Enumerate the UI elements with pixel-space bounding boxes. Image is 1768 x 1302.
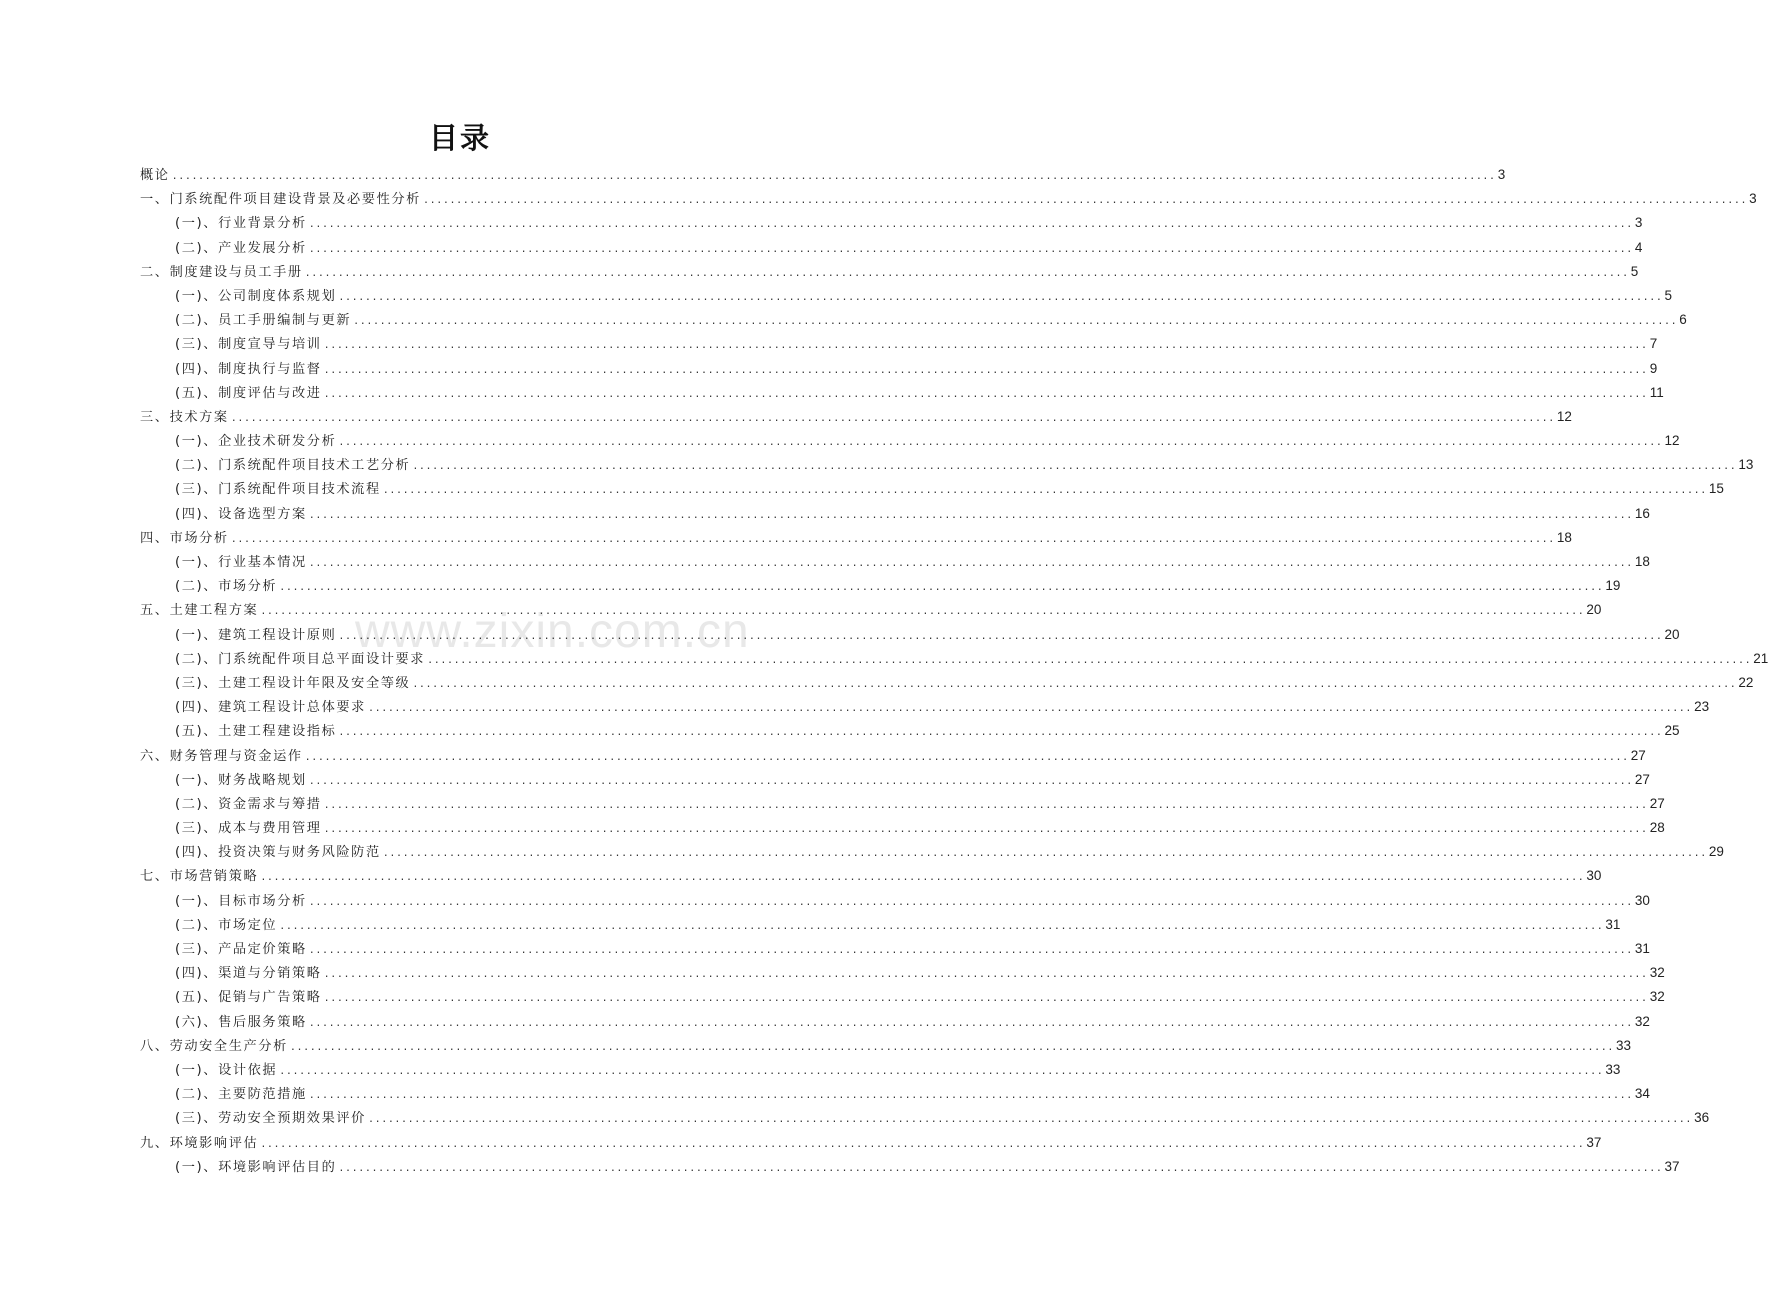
- toc-entry-label: (二)、主要防范措施: [175, 1087, 307, 1103]
- toc-dot-leader: ........................................................................................................................................................................................................: [279, 920, 1604, 932]
- toc-entry[interactable]: [140, 187, 1757, 211]
- toc-entry-page: 18: [1634, 554, 1650, 569]
- toc-entry[interactable]: [140, 574, 1621, 598]
- toc-entry[interactable]: [140, 623, 1680, 647]
- toc-entry-page: 32: [1649, 989, 1665, 1005]
- toc-entry-label: 八、劳动安全生产分析: [140, 1038, 288, 1054]
- toc-dot-leader: ........................................................................................................................................................................................................: [412, 678, 1737, 690]
- toc-dot-leader: ........................................................................................................................................................................................................: [367, 703, 1693, 715]
- toc-entry[interactable]: [140, 284, 1672, 308]
- toc-entry[interactable]: [140, 695, 1710, 719]
- toc-entry-label: 六、财务管理与资金运作: [140, 748, 303, 764]
- toc-entry-label: (三)、产品定价策略: [175, 942, 307, 957]
- toc-entry-page: 30: [1586, 868, 1602, 884]
- toc-entry-page: 3: [1749, 191, 1757, 207]
- toc-entry-page: 33: [1605, 1061, 1621, 1077]
- toc-entry-label: (一)、建筑工程设计原则: [175, 627, 337, 643]
- toc-dot-leader: ........................................................................................................................................................................................................: [353, 316, 1678, 328]
- toc-entry[interactable]: [140, 308, 1687, 332]
- toc-entry[interactable]: [140, 598, 1602, 622]
- toc-entry-page: 33: [1615, 1037, 1632, 1053]
- toc-dot-leader: ........................................................................................................................................................................................................: [338, 727, 1663, 739]
- toc-entry[interactable]: [140, 502, 1650, 526]
- toc-entry-page: 7: [1649, 336, 1658, 352]
- toc-entry-label: (五)、促销与广告策略: [175, 990, 322, 1006]
- toc-entry-label: (二)、资金需求与筹措: [175, 796, 322, 812]
- toc-entry-page: 15: [1708, 481, 1724, 497]
- toc-entry-page: 23: [1694, 699, 1710, 715]
- toc-dot-leader: ........................................................................................................................................................................................................: [308, 775, 1633, 787]
- toc-entry[interactable]: [140, 961, 1665, 985]
- toc-entry-page: 20: [1664, 626, 1680, 642]
- toc-entry-label: (五)、土建工程建设指标: [175, 724, 337, 740]
- toc-entry-page: 25: [1664, 723, 1680, 739]
- toc-entry-label: (六)、售后服务策略: [175, 1014, 307, 1030]
- toc-entry-page: 11: [1649, 384, 1664, 400]
- toc-entry-page: 27: [1634, 771, 1650, 787]
- toc-entry-page: 12: [1556, 408, 1572, 424]
- toc-entry-label: (四)、渠道与分销策略: [175, 966, 322, 982]
- toc-entry-label: (四)、设备选型方案: [175, 506, 307, 522]
- toc-entry-label: 五、土建工程方案: [140, 603, 259, 619]
- toc-entry[interactable]: [140, 357, 1658, 381]
- toc-entry-page: 4: [1634, 239, 1643, 255]
- toc-entry-label: (三)、成本与费用管理: [175, 821, 322, 837]
- toc-dot-leader: ........................................................................................................................................................................................................: [323, 824, 1648, 836]
- toc-dot-leader: ........................................................................................................................................................................................................: [289, 1041, 1614, 1053]
- toc-dot-leader: ........................................................................................................................................................................................................: [260, 1138, 1585, 1150]
- toc-entry-label: (一)、公司制度体系规划: [175, 288, 337, 304]
- toc-entry-label: (一)、行业背景分析: [175, 216, 307, 232]
- toc-entry[interactable]: [140, 1131, 1602, 1155]
- toc-dot-leader: ........................................................................................................................................................................................................: [367, 1114, 1693, 1126]
- toc-entry[interactable]: [140, 453, 1754, 477]
- toc-entry-page: 28: [1649, 820, 1665, 836]
- toc-entry-label: (二)、市场定位: [175, 917, 278, 933]
- toc-entry-label: 一、门系统配件项目建设背景及必要性分析: [140, 192, 421, 208]
- toc-dot-leader: ........................................................................................................................................................................................................: [308, 243, 1633, 255]
- toc-dot-leader: ........................................................................................................................................................................................................: [382, 485, 1707, 497]
- toc-entry[interactable]: [140, 163, 1506, 187]
- toc-entry-page: 32: [1634, 1013, 1650, 1029]
- toc-dot-leader: ........................................................................................................................................................................................................: [308, 558, 1633, 569]
- toc-entry[interactable]: [140, 719, 1680, 743]
- toc-dot-leader: ........................................................................................................................................................................................................: [323, 799, 1648, 811]
- toc-dot-leader: ........................................................................................................................................................................................................: [338, 291, 1663, 303]
- toc-entry[interactable]: [140, 647, 1768, 671]
- toc-entry-label: (四)、建筑工程设计总体要求: [175, 700, 366, 716]
- toc-entry-label: (三)、制度宣导与培训: [175, 337, 322, 353]
- toc-dot-leader: ........................................................................................................................................................................................................: [338, 630, 1663, 642]
- toc-entry-label: (二)、产业发展分析: [175, 240, 307, 256]
- toc-dot-leader: ........................................................................................................................................................................................................: [260, 606, 1585, 618]
- toc-entry-label: (一)、环境影响评估目的: [175, 1159, 337, 1175]
- toc-entry-page: 5: [1664, 287, 1672, 303]
- toc-entry[interactable]: [140, 864, 1602, 888]
- toc-entry-label: (二)、门系统配件项目总平面设计要求: [175, 651, 426, 667]
- toc-entry-label: (一)、行业基本情况: [175, 555, 307, 570]
- toc-entry[interactable]: [140, 1010, 1650, 1034]
- toc-dot-leader: ........................................................................................................................................................................................................: [412, 461, 1737, 473]
- toc-dot-leader: ........................................................................................................................................................................................................: [279, 1065, 1604, 1077]
- toc-entry[interactable]: [140, 429, 1680, 453]
- toc-entry-page: 22: [1738, 674, 1754, 690]
- toc-entry-page: 16: [1634, 505, 1650, 521]
- toc-entry-label: 七、市场营销策略: [140, 869, 259, 885]
- toc-entry-label: (二)、员工手册编制与更新: [175, 313, 352, 329]
- toc-entry-page: 12: [1664, 433, 1680, 449]
- toc-entry-label: (四)、制度执行与监督: [175, 361, 322, 377]
- toc-entry-page: 29: [1708, 844, 1724, 860]
- toc-entry-page: 27: [1630, 747, 1646, 763]
- toc-entry-page: 3: [1634, 215, 1643, 231]
- toc-entry[interactable]: [140, 1058, 1621, 1082]
- toc-entry-page: 37: [1586, 1134, 1602, 1150]
- toc-dot-leader: ........................................................................................................................................................................................................: [304, 751, 1629, 763]
- toc-entry-page: 13: [1738, 457, 1754, 473]
- toc-entry[interactable]: [140, 913, 1621, 937]
- toc-dot-leader: ........................................................................................................................................................................................................: [230, 533, 1555, 545]
- toc-dot-leader: ........................................................................................................................................................................................................: [382, 848, 1707, 860]
- toc-entry-label: (二)、市场分析: [175, 579, 278, 595]
- toc-entry-page: 21: [1753, 650, 1768, 666]
- toc-entry-label: 三、技术方案: [140, 409, 229, 425]
- toc-entry[interactable]: [140, 260, 1639, 284]
- toc-dot-leader: ........................................................................................................................................................................................................: [323, 388, 1648, 400]
- toc-entry[interactable]: [140, 1155, 1680, 1179]
- toc-dot-leader: ........................................................................................................................................................................................................: [308, 219, 1633, 231]
- toc-entry-page: 36: [1694, 1110, 1710, 1126]
- page-title: 目录: [428, 121, 491, 155]
- toc-dot-leader: ........................................................................................................................................................................................................: [323, 969, 1648, 981]
- toc-dot-leader: ........................................................................................................................................................................................................: [308, 509, 1633, 521]
- toc-entry-label: 九、环境影响评估: [140, 1135, 259, 1151]
- toc-dot-leader: ........................................................................................................................................................................................................: [323, 340, 1648, 352]
- toc-entry-label: (一)、目标市场分析: [175, 893, 307, 909]
- toc-entry-label: (三)、门系统配件项目技术流程: [175, 482, 381, 498]
- toc-dot-leader: ........................................................................................................................................................................................................: [323, 364, 1648, 376]
- toc-entry[interactable]: [140, 236, 1643, 260]
- toc-entry[interactable]: [140, 937, 1650, 961]
- toc-dot-leader: ........................................................................................................................................................................................................: [279, 582, 1604, 594]
- toc-dot-leader: ........................................................................................................................................................................................................: [308, 896, 1633, 908]
- toc-entry[interactable]: [140, 1106, 1710, 1130]
- toc-entry[interactable]: [140, 405, 1572, 429]
- toc-entry-label: 概论: [140, 168, 170, 183]
- toc-entry-label: (四)、投资决策与财务风险防范: [175, 845, 381, 861]
- toc-entry-page: 20: [1586, 602, 1602, 618]
- toc-entry-page: 34: [1634, 1086, 1650, 1102]
- toc-dot-leader: ........................................................................................................................................................................................................: [338, 437, 1663, 449]
- toc-entry[interactable]: [140, 211, 1643, 235]
- toc-dot-leader: ........................................................................................................................................................................................................: [308, 1090, 1633, 1102]
- toc-entry[interactable]: [140, 550, 1650, 574]
- toc-entry[interactable]: [140, 526, 1572, 550]
- toc-entry[interactable]: [140, 332, 1658, 356]
- toc-entry-page: 27: [1649, 795, 1665, 811]
- toc-entry-label: (五)、制度评估与改进: [175, 385, 322, 401]
- toc-dot-leader: ........................................................................................................................................................................................................: [308, 945, 1633, 956]
- toc-entry-label: (三)、劳动安全预期效果评价: [175, 1111, 366, 1127]
- toc-entry-label: 二、制度建设与员工手册: [140, 264, 303, 280]
- toc-dot-leader: ........................................................................................................................................................................................................: [260, 872, 1585, 884]
- toc-dot-leader: ........................................................................................................................................................................................................: [323, 993, 1648, 1005]
- toc-entry-page: 6: [1679, 312, 1687, 328]
- toc-entry-page: 19: [1605, 578, 1621, 594]
- toc-entry-label: (一)、设计依据: [175, 1062, 278, 1078]
- toc-entry[interactable]: [140, 985, 1665, 1009]
- toc-entry[interactable]: [140, 792, 1665, 816]
- toc-entry[interactable]: [140, 816, 1665, 840]
- toc-entry-label: 四、市场分析: [140, 530, 229, 546]
- toc-dot-leader: ........................................................................................................................................................................................................: [230, 412, 1555, 424]
- toc-dot-leader: ........................................................................................................................................................................................................: [427, 654, 1752, 666]
- table-of-contents: [140, 163, 1768, 1179]
- toc-entry-page: 18: [1556, 529, 1572, 545]
- toc-entry[interactable]: [140, 840, 1724, 864]
- toc-entry[interactable]: [140, 1034, 1632, 1058]
- toc-entry-page: 31: [1605, 916, 1621, 932]
- toc-dot-leader: ........................................................................................................................................................................................................: [308, 1017, 1633, 1029]
- toc-entry-page: 32: [1649, 965, 1665, 981]
- toc-entry[interactable]: [140, 381, 1664, 405]
- toc-entry[interactable]: [140, 744, 1646, 768]
- toc-dot-leader: ........................................................................................................................................................................................................: [422, 195, 1748, 207]
- toc-entry[interactable]: [140, 671, 1754, 695]
- watermark-text: www.zixin.com.cn: [355, 605, 750, 658]
- toc-entry-page: 37: [1664, 1158, 1680, 1174]
- toc-entry-label: (三)、土建工程设计年限及安全等级: [175, 675, 411, 691]
- toc-entry[interactable]: [140, 477, 1724, 501]
- toc-entry-page: 3: [1497, 167, 1506, 182]
- toc-entry-page: 5: [1630, 263, 1639, 279]
- toc-entry-page: 9: [1649, 360, 1658, 376]
- toc-entry-label: (一)、企业技术研发分析: [175, 434, 337, 450]
- toc-entry-label: (一)、财务战略规划: [175, 772, 307, 788]
- toc-entry-label: (二)、门系统配件项目技术工艺分析: [175, 458, 411, 474]
- toc-entry[interactable]: [140, 1082, 1650, 1106]
- toc-entry-page: 31: [1634, 941, 1650, 956]
- toc-dot-leader: ........................................................................................................................................................................................................: [304, 267, 1629, 279]
- toc-dot-leader: ........................................................................................................................................................................................................: [338, 1162, 1663, 1174]
- toc-entry[interactable]: [140, 889, 1650, 913]
- toc-dot-leader: ........................................................................................................................................................................................................: [171, 171, 1496, 182]
- toc-entry[interactable]: [140, 768, 1650, 792]
- toc-entry-page: 30: [1634, 892, 1650, 908]
